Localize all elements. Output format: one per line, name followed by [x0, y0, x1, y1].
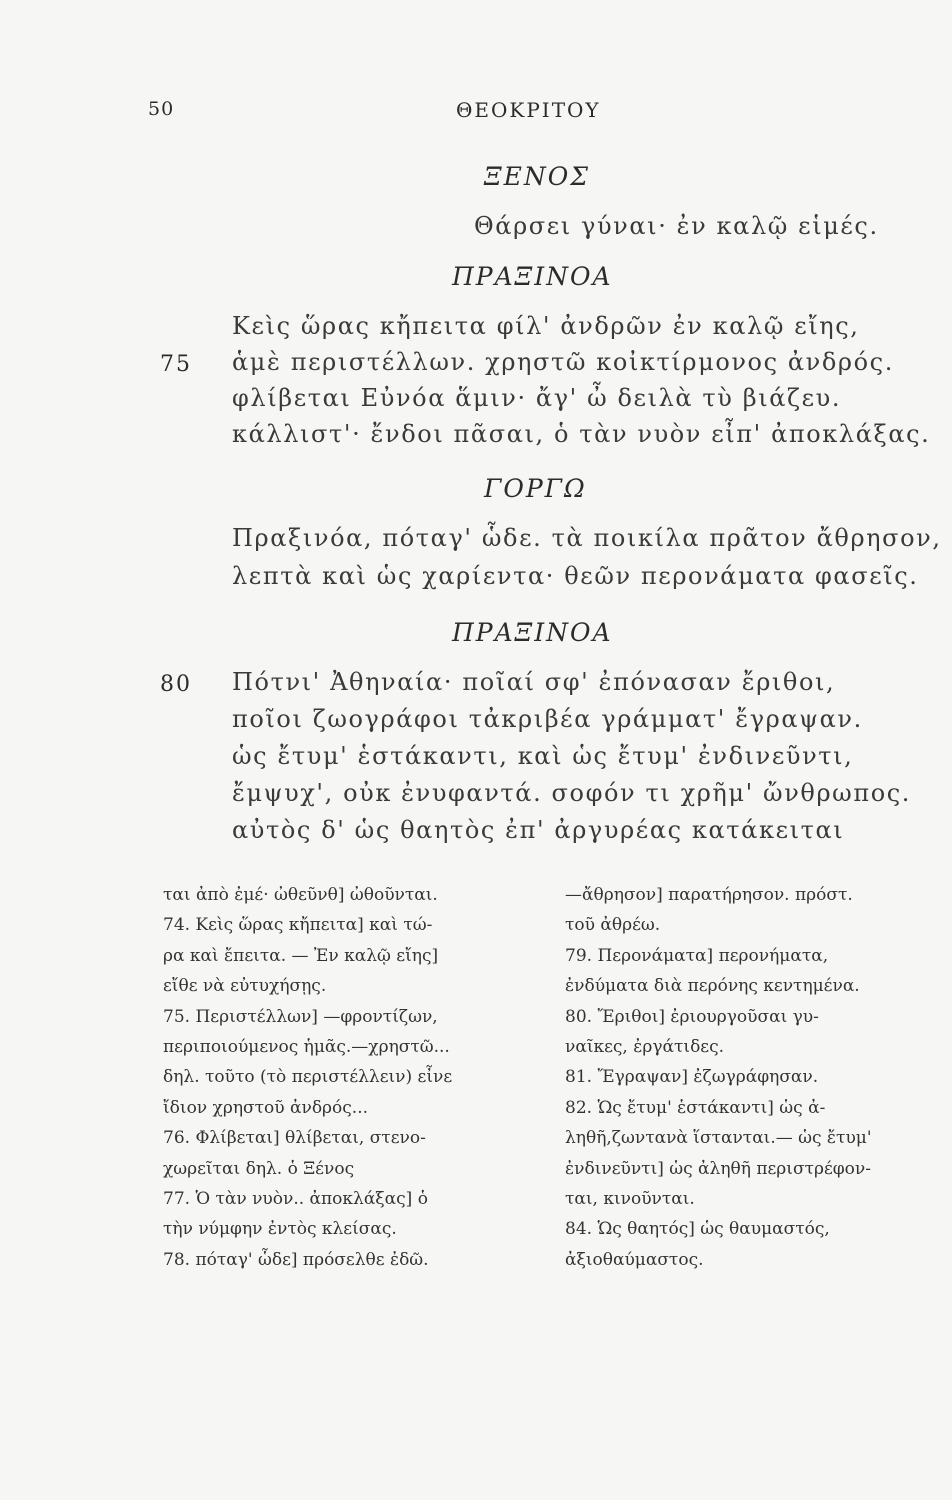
footnote-line: 82. Ὡς ἔτυμ' ἑστάκαντι] ὡς ἀ- [565, 1097, 826, 1118]
verse-line: Κεὶς ὥρας κἤπειτα φίλ' ἀνδρῶν ἐν καλῷ εἴης, [232, 312, 860, 340]
footnote-line: τοῦ ἀθρέω. [565, 915, 661, 936]
verse-line: ἔμψυχ', οὐκ ἐνυφαντά. σοφόν τι χρῆμ' ὤνθρωπος. [232, 779, 912, 807]
footnote-line: ρα καὶ ἔπειτα. — Ἐν καλῷ εἴης] [163, 945, 439, 966]
footnote-line: ληθῆ,ζωντανὰ ἵστανται.— ὡς ἔτυμ' [565, 1128, 872, 1149]
footnote-line: ται ἀπὸ ἐμέ· ὠθεῦνθ] ὠθοῦνται. [163, 885, 438, 905]
footnote-line: τὴν νύμφην ἐντὸς κλείσας. [163, 1219, 397, 1240]
verse-line: Πότνι' Ἀθηναία· ποῖαί σφ' ἐπόνασαν ἔριθοι, [232, 668, 836, 696]
footnote-line: ται, κινοῦνται. [565, 1189, 695, 1210]
footnote-line: 80. Ἔριθοι] ἐριουργοῦσαι γυ- [565, 1006, 819, 1027]
footnote-line: 78. πόταγ' ὧδε] πρόσελθε ἐδῶ. [163, 1249, 429, 1270]
verse-line: ὡς ἔτυμ' ἑστάκαντι, καὶ ὡς ἔτυμ' ἐνδινεῦντι, [232, 742, 854, 770]
footnotes-left-column [163, 880, 525, 1275]
footnote-line: εἴθε νὰ εὐτυχήσῃς. [163, 976, 327, 997]
footnote-line: 81. Ἔγραψαν] ἐζωγράφησαν. [565, 1067, 819, 1088]
footnote-line: ἀξιοθαύμαστος. [565, 1249, 704, 1270]
line-number: 80 [160, 672, 192, 697]
footnote-line: 76. Φλίβεται] θλίβεται, στενο- [163, 1128, 426, 1149]
footnote-line: περιποιούμενος ἡμᾶς.—χρηστῶ... [163, 1037, 450, 1058]
running-head [148, 98, 804, 128]
footnote-line: 75. Περιστέλλων] —φροντίζων, [163, 1006, 438, 1027]
footnote-line: 79. Περονάματα] περονήματα, [565, 945, 829, 966]
speaker-praxinoa: ΠΡΑΞΙΝΟΑ [452, 262, 613, 291]
speaker-xenos: ΞΕΝΟΣ [484, 162, 590, 191]
footnote-line: ἐνδινεῦντι] ὡς ἀληθῆ περιστρέφον- [565, 1158, 871, 1179]
verse-line: Θάρσει γύναι· ἐν καλῷ εἱμές. [474, 212, 879, 240]
footnote-line: ἴδιον χρηστοῦ ἀνδρός... [163, 1097, 369, 1118]
footnote-line: δηλ. τοῦτο (τὸ περιστέλλειν) εἶνε [163, 1067, 453, 1088]
footnote-line: χωρεῖται δηλ. ὁ Ξένος [163, 1158, 355, 1179]
footnote-line: —ἄθρησον] παρατήρησον. πρόστ. [565, 885, 853, 905]
footnote-line: ναῖκες, ἐργάτιδες. [565, 1037, 725, 1058]
verse-line: Πραξινόα, πόταγ' ὧδε. τὰ ποικίλα πρᾶτον ἄθρησον, [232, 524, 942, 552]
verse-line: ἁμὲ περιστέλλων. χρηστῶ κοἰκτίρμονος ἀνδρός. [232, 348, 894, 376]
verse-line: λεπτὰ καὶ ὡς χαρίεντα· θεῶν περονάματα φασεῖς. [232, 562, 919, 590]
page-number: 50 [148, 98, 175, 120]
speaker-gorgo: ΓΟΡΓΩ [484, 474, 587, 503]
footnote-line: 84. Ὡς θαητός] ὡς θαυμαστός, [565, 1219, 830, 1240]
running-title: ΘΕΟΚΡΙΤΟΥ [456, 98, 601, 122]
verse-line: κάλλιστ'· ἔνδοι πᾶσαι, ὁ τὰν νυὸν εἶπ' ἀποκλάξας. [232, 420, 931, 448]
verse-line: ποῖοι ζωογράφοι τἀκριβέα γράμματ' ἔγραψαν. [232, 705, 863, 733]
line-number: 75 [160, 352, 192, 377]
speaker-praxinoa: ΠΡΑΞΙΝΟΑ [452, 618, 613, 647]
footnotes-right-column [565, 880, 925, 1275]
verse-line: αὐτὸς δ' ὡς θαητὸς ἐπ' ἀργυρέας κατάκειται [232, 816, 845, 844]
footnote-line: ἐνδύματα διὰ περόνης κεντημένα. [565, 976, 860, 997]
verse-line: φλίβεται Εὐνόα ἅμιν· ἄγ' ὦ δειλὰ τὺ βιάζευ. [232, 384, 842, 412]
footnote-line: 77. Ὁ τὰν νυὸν.. ἀποκλάξας] ὁ [163, 1189, 428, 1210]
footnote-line: 74. Κεὶς ὥρας κἤπειτα] καὶ τώ- [163, 915, 433, 936]
